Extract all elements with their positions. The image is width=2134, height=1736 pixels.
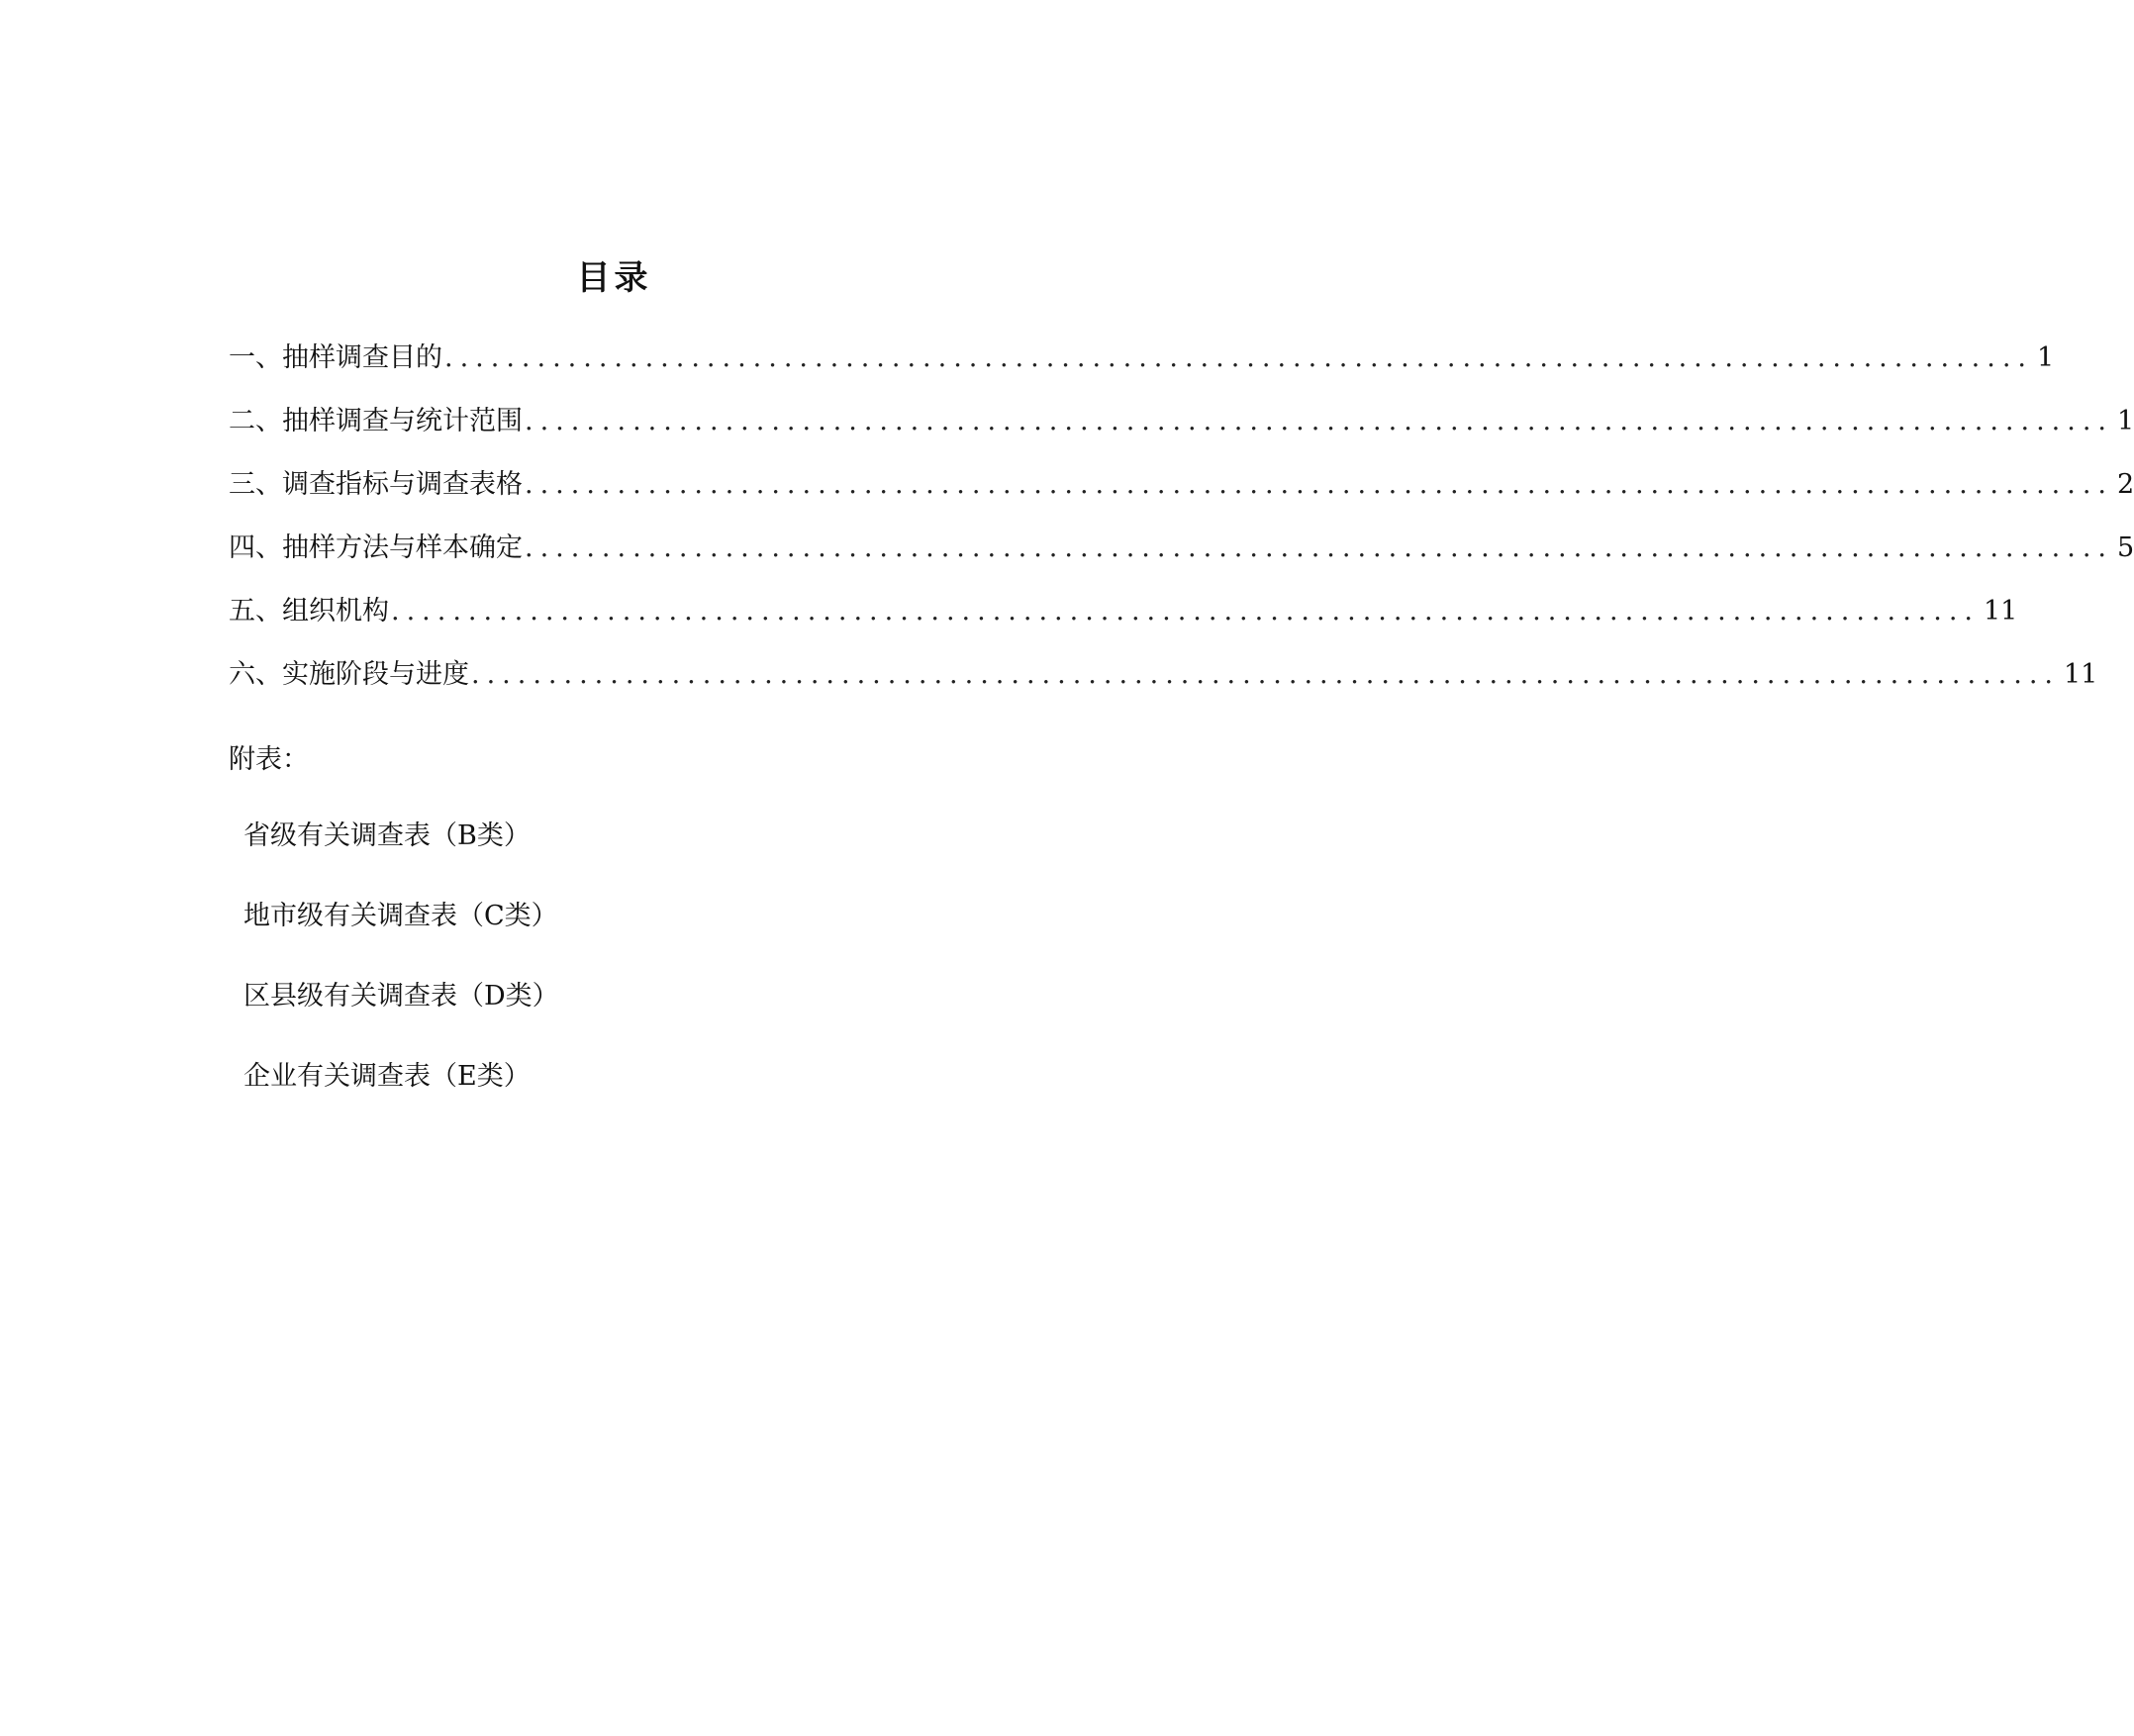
toc-entry-page-number: 11 — [2064, 659, 2098, 690]
toc-entry-label: 四、抽样方法与样本确定 — [229, 532, 523, 563]
toc-entry-label: 六、实施阶段与进度 — [229, 659, 469, 690]
toc-dot-leader: ....................................................................................................... — [471, 659, 2060, 690]
toc-entry[interactable] — [229, 590, 2018, 653]
appendix-item: 地市级有关调查表（C类） — [243, 901, 558, 931]
toc-dot-leader: ....................................................................................................... — [525, 469, 2113, 500]
toc-entry[interactable] — [229, 337, 2055, 400]
toc-entry-page-number: 2 — [2117, 469, 2134, 500]
appendix-list — [243, 815, 559, 1135]
toc-entry-page-number: 1 — [2117, 406, 2134, 436]
toc-entry[interactable] — [229, 400, 2134, 463]
toc-entry-label: 三、调查指标与调查表格 — [229, 469, 523, 500]
toc-dot-leader: ....................................................................................................... — [525, 532, 2113, 563]
toc-dot-leader: ....................................................................................................... — [525, 406, 2113, 436]
appendix-item: 企业有关调查表（E类） — [243, 1061, 531, 1092]
appendix-item: 区县级有关调查表（D类） — [243, 981, 559, 1012]
toc-entry-page-number: 1 — [2037, 342, 2055, 373]
toc-entry[interactable] — [229, 463, 2134, 527]
page-title: 目录 — [576, 258, 652, 298]
toc-entry[interactable] — [229, 527, 2134, 590]
toc-entry[interactable] — [229, 653, 2098, 717]
appendix-heading: 附表： — [229, 744, 309, 775]
toc-entry-label: 二、抽样调查与统计范围 — [229, 406, 523, 436]
toc-dot-leader: ....................................................................................................... — [391, 596, 1980, 627]
toc-entry-label: 五、组织机构 — [229, 596, 389, 627]
toc-entry-label: 一、抽样调查目的 — [229, 342, 442, 373]
table-of-contents — [229, 337, 2134, 717]
toc-entry-page-number: 11 — [1984, 596, 2018, 627]
appendix-item: 省级有关调查表（B类） — [243, 820, 531, 851]
toc-entry-page-number: 5 — [2117, 532, 2134, 563]
toc-dot-leader: ....................................................................................................... — [444, 342, 2033, 373]
